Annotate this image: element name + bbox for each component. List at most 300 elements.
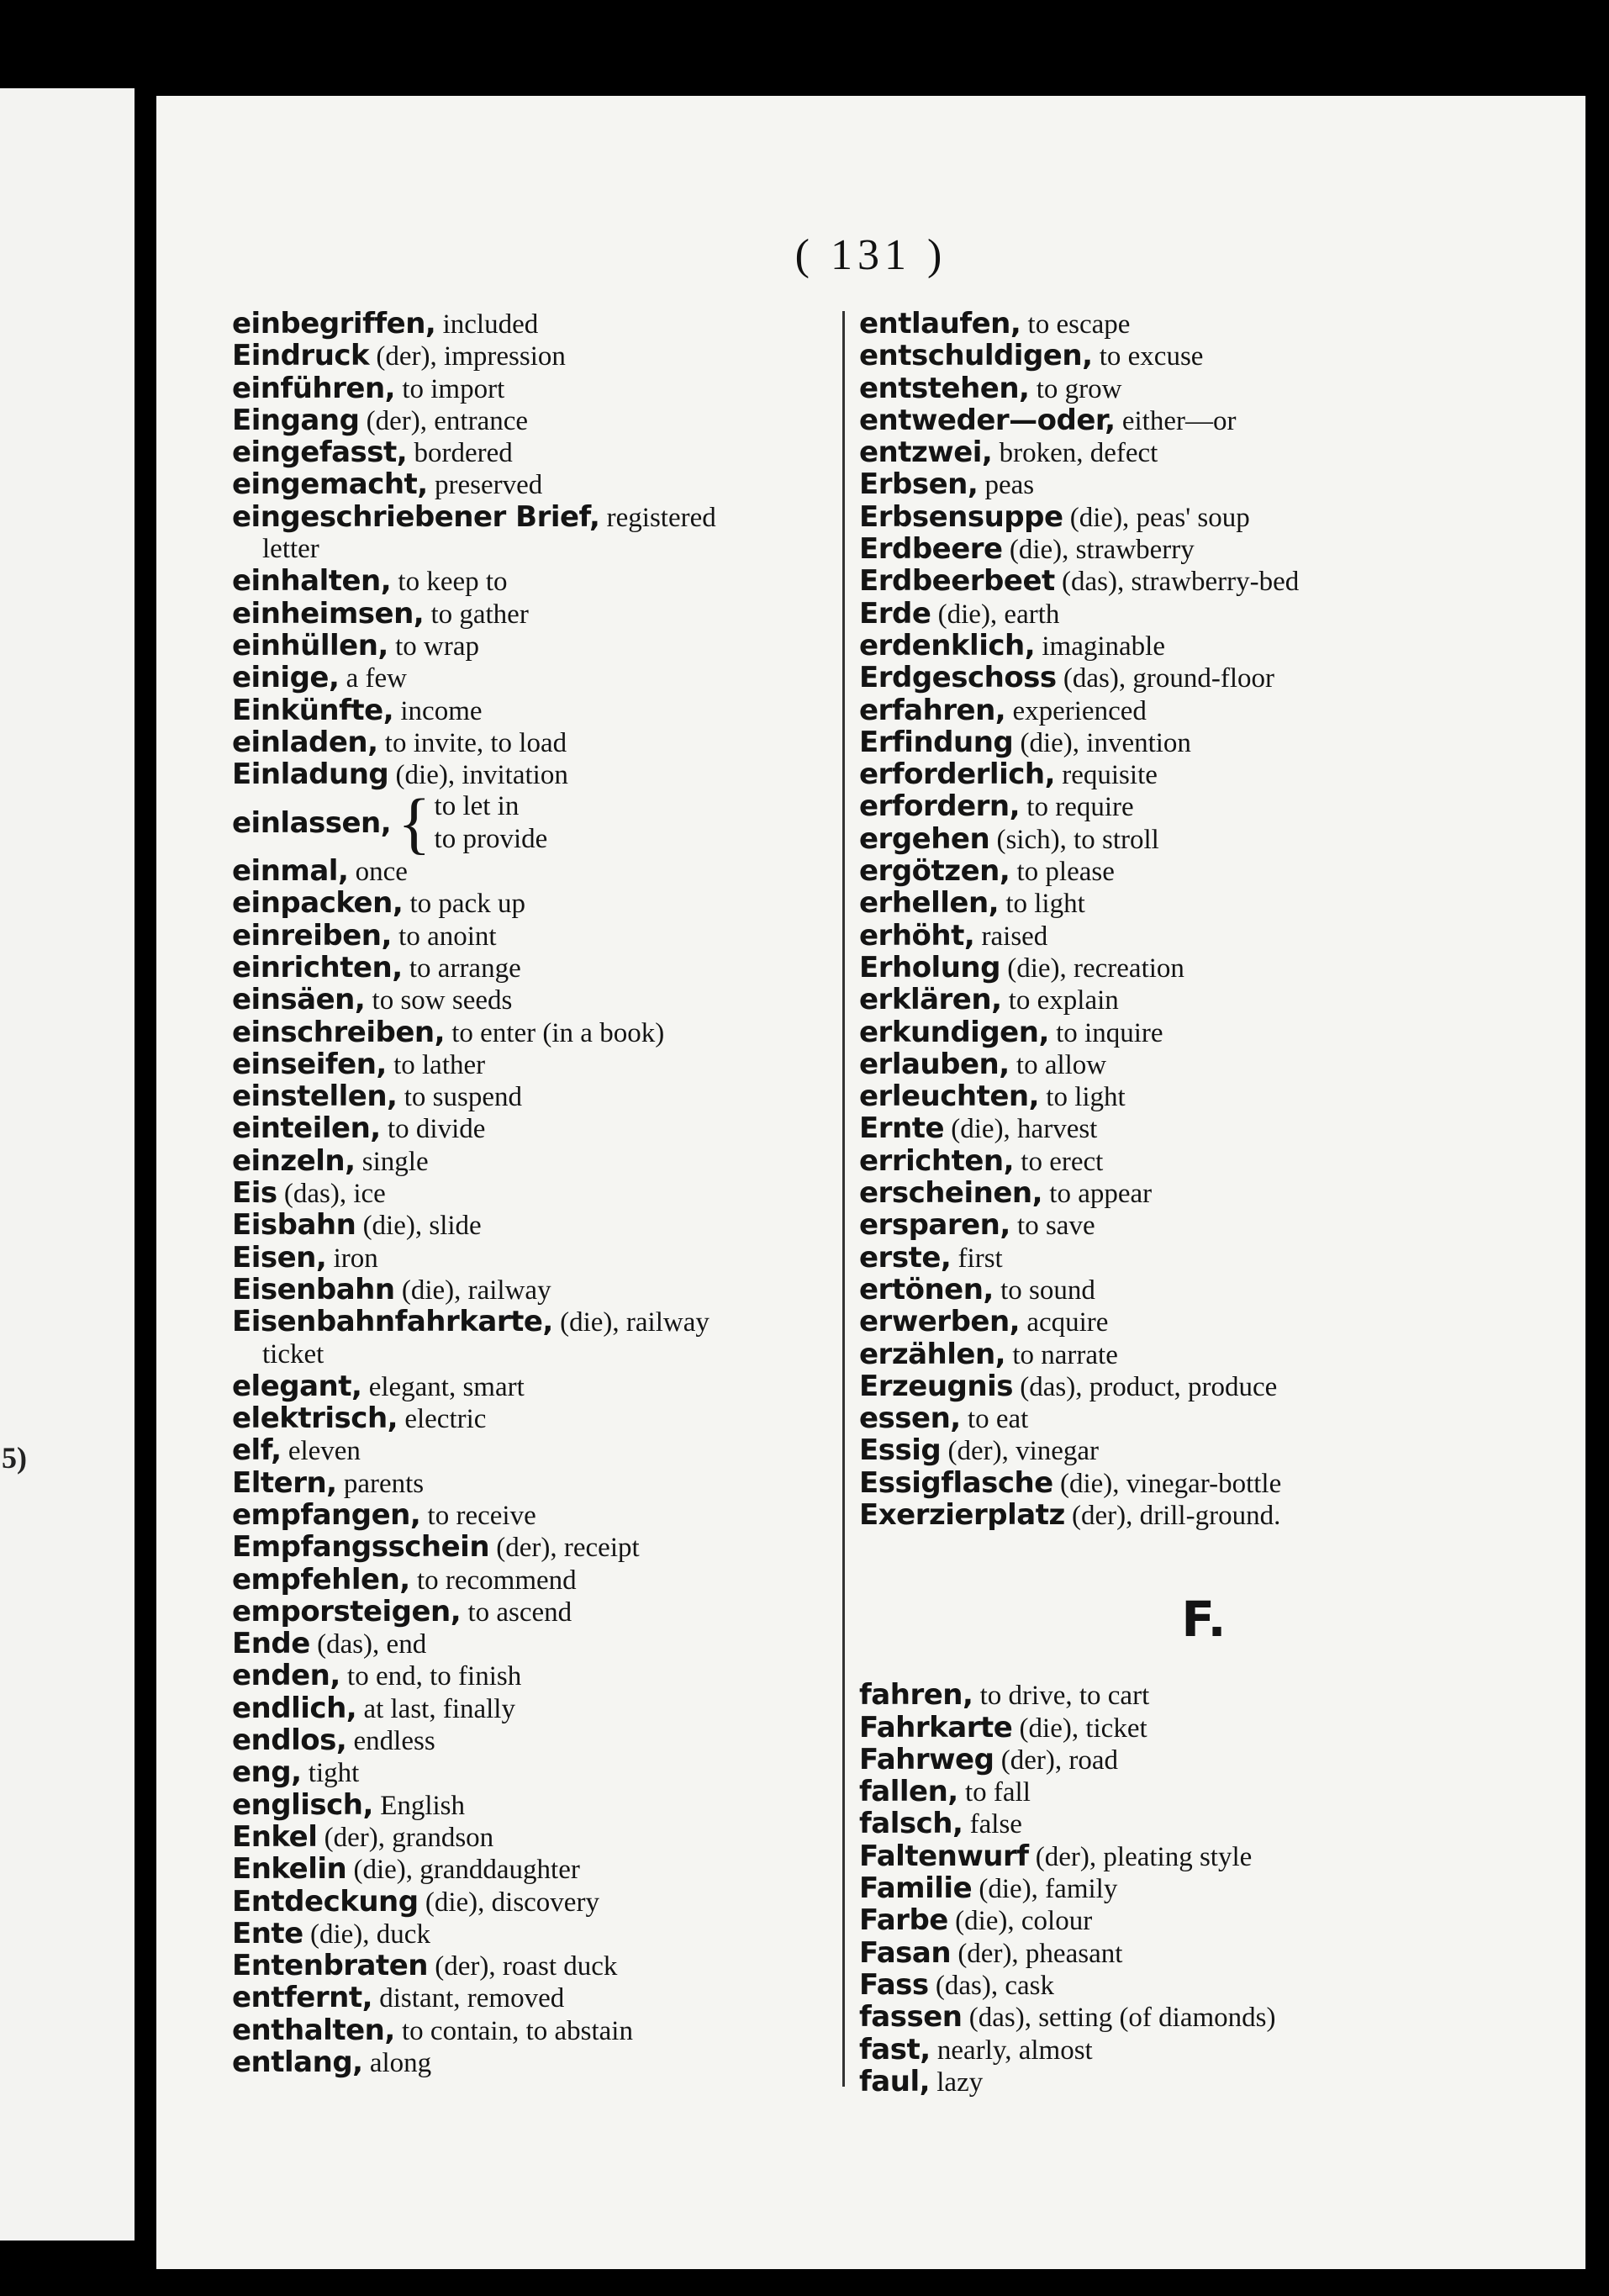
dictionary-entry <box>859 372 1582 404</box>
dictionary-entry <box>859 1969 1582 2001</box>
entry-gloss: (das), setting (of diamonds) <box>968 2003 1276 2034</box>
entry-headword: Eindruck <box>232 339 370 373</box>
entry-headword: erscheinen, <box>859 1176 1043 1211</box>
dictionary-entry <box>232 1950 955 1982</box>
dictionary-entry <box>859 694 1582 726</box>
entry-headword: Eisenbahn <box>232 1272 395 1306</box>
brace-glyph: { <box>398 784 431 861</box>
dictionary-entry <box>232 1434 955 1466</box>
entry-gloss: imaginable <box>1042 631 1165 662</box>
entry-gloss: endless <box>353 1726 435 1757</box>
entry-gloss: to light <box>1046 1082 1126 1113</box>
entry-gloss: to drive, to cart <box>979 1681 1150 1712</box>
entry-headword: Entdeckung <box>232 1884 419 1919</box>
entry-headword: Erfindung <box>859 725 1014 759</box>
adjacent-page-text-fragment: 5) <box>2 1441 27 1475</box>
entry-headword: ersparen, <box>859 1208 1010 1243</box>
entry-headword: Fahrkarte <box>859 1710 1013 1744</box>
dictionary-entry <box>859 1712 1582 1744</box>
dictionary-entry <box>859 823 1582 855</box>
entry-headword: Eisenbahnfahrkarte, <box>232 1305 553 1339</box>
entry-headword: erfahren, <box>859 693 1006 727</box>
entry-gloss: (das), end <box>317 1629 427 1660</box>
entry-headword: eingeschriebener Brief, <box>232 499 600 534</box>
entry-headword: ergötzen, <box>859 854 1010 889</box>
entry-gloss: (die), colour <box>955 1906 1093 1937</box>
entry-headword: erhöht, <box>859 918 975 953</box>
dictionary-entry <box>232 1145 955 1177</box>
entry-headword: Eisbahn <box>232 1208 356 1243</box>
dictionary-entry <box>232 662 955 694</box>
dictionary-entry <box>859 1402 1582 1434</box>
entry-gloss: (das), product, produce <box>1020 1371 1278 1402</box>
entry-gloss: to allow <box>1016 1049 1107 1080</box>
entry-gloss: to contain, to abstain <box>402 2015 633 2046</box>
dictionary-entry-braced <box>232 784 955 861</box>
entry-gloss: at last, finally <box>363 1693 515 1724</box>
entry-gloss: to lather <box>393 1049 486 1080</box>
dictionary-entry <box>232 984 955 1016</box>
dictionary-entry <box>859 1679 1582 1711</box>
entry-headword: Enkelin <box>232 1852 347 1887</box>
dictionary-entry <box>859 1112 1582 1144</box>
entry-gloss: (die), recreation <box>1007 953 1184 984</box>
dictionary-entry <box>859 565 1582 597</box>
dictionary-entry <box>859 1467 1582 1499</box>
dictionary-entry <box>232 1209 955 1241</box>
entry-gloss: to erect <box>1021 1146 1104 1177</box>
entry-gloss: (der), pheasant <box>957 1938 1123 1969</box>
entry-gloss: to please <box>1016 857 1115 888</box>
dictionary-entry <box>232 598 955 630</box>
entry-gloss: (die), slide <box>362 1211 482 1242</box>
entry-gloss: either—or <box>1121 405 1237 436</box>
entry-headword: entfernt, <box>232 1981 373 2015</box>
dictionary-entry <box>232 1853 955 1885</box>
dictionary-entry <box>859 1274 1582 1306</box>
dictionary-entry <box>232 1724 955 1756</box>
dictionary-entry <box>859 952 1582 984</box>
entry-headword: eingemacht, <box>232 467 428 502</box>
dictionary-entry <box>859 340 1582 372</box>
entry-headword: ertönen, <box>859 1272 994 1306</box>
dictionary-entry <box>232 855 955 887</box>
dictionary-entry <box>859 1872 1582 1904</box>
dictionary-entry <box>859 1242 1582 1274</box>
dictionary-entry <box>859 436 1582 468</box>
entry-headword: Erde <box>859 596 931 631</box>
entry-gloss: along <box>369 2048 432 2079</box>
dictionary-entry <box>859 468 1582 500</box>
entry-gloss: lazy <box>936 2066 984 2098</box>
entry-gloss: to end, to finish <box>347 1661 522 1692</box>
entry-headword: einpacken, <box>232 886 404 921</box>
dictionary-entry <box>232 308 955 340</box>
entry-headword: elektrisch, <box>232 1401 398 1436</box>
entry-headword: Essigflasche <box>859 1465 1053 1500</box>
entry-headword: entlang, <box>232 2045 363 2080</box>
dictionary-entry <box>859 1840 1582 1872</box>
entry-headword: eng, <box>232 1755 302 1790</box>
entry-headword: Empfangsschein <box>232 1530 490 1565</box>
dictionary-entry <box>859 790 1582 822</box>
dictionary-entry <box>232 468 955 500</box>
entry-headword: fassen <box>859 2000 963 2035</box>
page-number: ( 131 ) <box>794 231 947 279</box>
entry-headword: Ernte <box>859 1111 945 1146</box>
entry-gloss: (die), invention <box>1020 727 1191 758</box>
entry-gloss: to divide <box>387 1114 486 1145</box>
entry-headword: Erbsensuppe <box>859 499 1063 534</box>
entry-gloss: (die), railway <box>560 1307 710 1338</box>
entry-gloss: to keep to <box>398 567 508 598</box>
left-column <box>232 308 955 2078</box>
braced-glosses <box>435 790 548 855</box>
entry-gloss: to receive <box>427 1500 536 1531</box>
dictionary-entry <box>232 1112 955 1144</box>
dictionary-entry <box>859 404 1582 436</box>
dictionary-entry <box>232 726 955 758</box>
entry-gloss: to anoint <box>398 921 497 952</box>
entry-gloss: to suspend <box>404 1082 522 1113</box>
entry-gloss: to import <box>402 373 505 404</box>
column-divider <box>842 311 845 2087</box>
dictionary-entry <box>232 887 955 919</box>
entry-headword: Erholung <box>859 950 1000 984</box>
entry-gloss: (die), family <box>979 1874 1118 1905</box>
entry-headword: erzählen, <box>859 1337 1006 1371</box>
entry-gloss: to provide <box>434 823 548 854</box>
entry-gloss: (der), pleating style <box>1035 1841 1253 1872</box>
dictionary-entry <box>232 1628 955 1660</box>
dictionary-entry <box>232 920 955 952</box>
entry-headword: erklären, <box>859 983 1002 1017</box>
entry-gloss: to explain <box>1008 985 1119 1016</box>
entry-headword: Einkünfte, <box>232 693 394 727</box>
dictionary-entry <box>859 984 1582 1016</box>
dictionary-page <box>156 96 1585 2269</box>
entry-headword: Erzeugnis <box>859 1369 1013 1403</box>
entry-headword: Erdgeschoss <box>859 661 1057 695</box>
dictionary-entry <box>232 2014 955 2046</box>
entry-headword: einschreiben, <box>232 1015 446 1049</box>
entry-headword: Enkel <box>232 1819 318 1854</box>
dictionary-entry <box>859 2034 1582 2066</box>
entry-gloss: (das), ice <box>283 1179 386 1210</box>
entry-headword: fast, <box>859 2032 931 2066</box>
entry-headword: einladen, <box>232 725 378 759</box>
entry-gloss: to inquire <box>1056 1017 1163 1048</box>
dictionary-entry <box>232 758 955 790</box>
entry-headword: einseifen, <box>232 1047 387 1081</box>
dictionary-entry <box>859 1808 1582 1839</box>
entry-gloss: to eat <box>967 1404 1029 1435</box>
entry-gloss: preserved <box>434 470 543 501</box>
entry-headword: einhalten, <box>232 564 392 599</box>
entry-headword: Ende <box>232 1627 310 1661</box>
entry-gloss: to arrange <box>409 953 521 984</box>
entry-gloss: (die), railway <box>401 1275 551 1306</box>
entry-headword: essen, <box>859 1401 961 1436</box>
entry-headword: Fass <box>859 1967 929 2002</box>
entry-headword: einrichten, <box>232 950 403 984</box>
entry-headword: emporsteigen, <box>232 1594 462 1628</box>
dictionary-entry <box>859 1904 1582 1936</box>
entry-gloss: peas <box>984 470 1035 501</box>
entry-headword: einteilen, <box>232 1111 381 1146</box>
dictionary-entry <box>232 436 955 468</box>
entry-headword: Fasan <box>859 1935 952 1970</box>
entry-gloss: (die), ticket <box>1019 1713 1147 1744</box>
entry-headword: empfangen, <box>232 1497 421 1532</box>
entry-gloss: to fall <box>964 1777 1031 1808</box>
entry-gloss: (das), ground-floor <box>1063 663 1275 694</box>
dictionary-entry <box>232 1016 955 1048</box>
entry-headword: einstellen, <box>232 1079 398 1114</box>
entry-gloss: a few <box>346 663 408 694</box>
entry-gloss: bordered <box>414 438 513 469</box>
entry-gloss: nearly, almost <box>936 2035 1093 2066</box>
entry-gloss: single <box>361 1146 429 1177</box>
dictionary-entry <box>859 2001 1582 2033</box>
entry-headword: Erbsen, <box>859 467 979 502</box>
entry-gloss: to let in <box>434 791 520 822</box>
entry-gloss: to recommend <box>416 1565 577 1596</box>
dictionary-entry <box>859 1177 1582 1209</box>
entry-gloss: raised <box>981 921 1048 952</box>
entry-headword: faul, <box>859 2064 931 2098</box>
entry-gloss: ticket <box>262 1338 324 1370</box>
entry-gloss: experienced <box>1012 695 1147 726</box>
entry-headword: Faltenwurf <box>859 1839 1029 1873</box>
entry-headword: Eisen, <box>232 1240 327 1275</box>
entry-gloss: requisite <box>1062 760 1158 791</box>
dictionary-entry <box>232 1886 955 1918</box>
entry-gloss: tight <box>308 1758 360 1789</box>
entry-headword: Entenbraten <box>232 1949 429 1983</box>
entry-headword: empfehlen, <box>232 1562 410 1597</box>
dictionary-entry <box>232 1692 955 1724</box>
entry-headword: einführen, <box>232 371 396 405</box>
dictionary-entry <box>232 1596 955 1628</box>
entry-headword: erste, <box>859 1240 952 1275</box>
entry-headword: Einladung <box>232 757 389 792</box>
entry-headword: einheimsen, <box>232 596 425 631</box>
dictionary-entry <box>859 501 1582 533</box>
dictionary-entry <box>232 694 955 726</box>
dictionary-entry <box>859 1744 1582 1776</box>
entry-continuation <box>232 533 955 565</box>
entry-headword: einsäen, <box>232 983 366 1017</box>
entry-gloss: (die), strawberry <box>1009 535 1195 566</box>
dictionary-entry <box>232 372 955 404</box>
entry-gloss: elegant, smart <box>368 1371 525 1402</box>
entry-gloss: to sow seeds <box>372 985 513 1016</box>
dictionary-entry <box>859 1370 1582 1402</box>
entry-gloss: to escape <box>1027 309 1131 340</box>
dictionary-entry <box>859 1306 1582 1338</box>
entry-gloss: (der), roast duck <box>435 1951 618 1982</box>
entry-headword: Fahrweg <box>859 1742 994 1776</box>
entry-headword: erlauben, <box>859 1047 1010 1081</box>
entry-gloss: (die), invitation <box>395 760 568 791</box>
entry-gloss: (die), peas' soup <box>1069 502 1250 533</box>
entry-gloss: (die), granddaughter <box>353 1855 580 1886</box>
entry-headword: Ente <box>232 1916 303 1950</box>
right-column <box>859 308 1582 2098</box>
dictionary-entry <box>232 1467 955 1499</box>
dictionary-entry <box>859 887 1582 919</box>
entry-headword: Erdbeere <box>859 532 1003 567</box>
dictionary-entry <box>859 533 1582 565</box>
entry-headword: errichten, <box>859 1143 1015 1178</box>
entry-gloss: (der), drill-ground. <box>1071 1500 1281 1531</box>
dictionary-entry <box>232 630 955 662</box>
entry-gloss: first <box>957 1243 1003 1274</box>
entry-headword: entstehen, <box>859 371 1030 405</box>
entry-gloss: (die), earth <box>937 599 1060 630</box>
dictionary-entry <box>232 501 955 533</box>
dictionary-entry <box>859 1145 1582 1177</box>
dictionary-entry <box>859 1338 1582 1370</box>
dictionary-entry <box>859 598 1582 630</box>
dictionary-entry <box>232 1048 955 1080</box>
dictionary-entry <box>232 1821 955 1853</box>
dictionary-entry <box>232 1306 955 1338</box>
entry-gloss: (der), vinegar <box>947 1436 1100 1467</box>
entry-gloss: to narrate <box>1012 1339 1118 1370</box>
entry-headword: Exerzierplatz <box>859 1497 1065 1532</box>
entry-continuation <box>232 1338 955 1370</box>
entry-gloss: to light <box>1005 889 1085 920</box>
entry-headword: erwerben, <box>859 1305 1021 1339</box>
entry-gloss: to gather <box>430 599 529 630</box>
entry-headword: elf, <box>232 1433 282 1468</box>
entry-headword: Eltern, <box>232 1465 337 1500</box>
entry-gloss: (der), impression <box>376 341 566 372</box>
entry-headword: Eingang <box>232 403 360 437</box>
entry-gloss: (die), discovery <box>425 1887 599 1918</box>
entry-gloss: to wrap <box>395 631 479 662</box>
entry-headword: elegant, <box>232 1369 362 1403</box>
entry-gloss: to appear <box>1049 1179 1153 1210</box>
entry-gloss: letter <box>262 534 319 565</box>
dictionary-entry <box>232 1080 955 1112</box>
entry-gloss: (die), duck <box>310 1919 430 1950</box>
entry-gloss: acquire <box>1026 1307 1109 1338</box>
dictionary-entry <box>232 1982 955 2014</box>
entry-headword: erhellen, <box>859 886 1000 921</box>
entry-headword: entschuldigen, <box>859 339 1093 373</box>
entry-headword: enthalten, <box>232 2013 395 2047</box>
dictionary-entry <box>232 1242 955 1274</box>
entry-headword: erdenklich, <box>859 628 1036 662</box>
dictionary-entry <box>232 1531 955 1563</box>
entry-gloss: to require <box>1026 792 1134 823</box>
dictionary-entry <box>859 662 1582 694</box>
entry-gloss: (der), road <box>1000 1744 1118 1776</box>
dictionary-entry <box>232 1660 955 1692</box>
entry-gloss: included <box>442 309 539 340</box>
entry-gloss: (der), grandson <box>324 1822 494 1853</box>
dictionary-entry <box>859 1434 1582 1466</box>
entry-gloss: (das), cask <box>935 1970 1055 2001</box>
dictionary-entry <box>859 308 1582 340</box>
dictionary-entry <box>859 2066 1582 2098</box>
entry-headword: entzwei, <box>859 435 993 470</box>
dictionary-entry <box>859 758 1582 790</box>
entry-gloss: to invite, to load <box>384 727 567 758</box>
entry-gloss: to save <box>1017 1211 1095 1242</box>
dictionary-entry <box>859 1048 1582 1080</box>
entry-headword: erforderlich, <box>859 757 1055 792</box>
dictionary-entry <box>859 855 1582 887</box>
entry-headword: falsch, <box>859 1807 963 1841</box>
entry-gloss: to pack up <box>409 889 525 920</box>
entry-headword: eingefasst, <box>232 435 408 470</box>
entry-gloss: false <box>969 1809 1022 1840</box>
entry-gloss: broken, defect <box>999 438 1158 469</box>
dictionary-entry <box>232 1274 955 1306</box>
dictionary-entry <box>232 1564 955 1596</box>
dictionary-entry <box>859 920 1582 952</box>
adjacent-page-edge <box>0 88 135 2241</box>
dictionary-entry <box>859 1937 1582 1969</box>
entry-headword: einzeln, <box>232 1143 356 1178</box>
dictionary-entry <box>859 1209 1582 1241</box>
entry-gloss: registered <box>606 502 716 533</box>
dictionary-entry <box>232 1177 955 1209</box>
dictionary-entry <box>232 1918 955 1950</box>
entry-headword: erleuchten, <box>859 1079 1040 1114</box>
entry-headword: erfordern, <box>859 789 1021 824</box>
entry-gloss: (das), strawberry-bed <box>1062 567 1300 598</box>
entry-gloss: (die), vinegar-bottle <box>1060 1468 1282 1499</box>
entry-gloss: income <box>400 695 483 726</box>
dictionary-entry <box>859 1016 1582 1048</box>
dictionary-entry <box>232 1370 955 1402</box>
entry-gloss: (die), harvest <box>951 1114 1098 1145</box>
entry-headword: endlos, <box>232 1723 347 1758</box>
entry-gloss: English <box>380 1790 466 1821</box>
dictionary-entry <box>232 565 955 597</box>
dictionary-entry <box>232 1499 955 1531</box>
entry-gloss: to excuse <box>1099 341 1204 372</box>
entry-headword: Eis <box>232 1176 277 1211</box>
entry-headword: einmal, <box>232 854 349 889</box>
dictionary-entry <box>232 404 955 436</box>
entry-gloss: eleven <box>288 1436 361 1467</box>
entry-headword: Farbe <box>859 1903 948 1938</box>
dictionary-entry <box>232 2046 955 2078</box>
entry-gloss: iron <box>333 1243 378 1274</box>
entry-headword: Familie <box>859 1871 973 1906</box>
entry-headword: fahren, <box>859 1678 973 1713</box>
entry-headword: englisch, <box>232 1787 373 1822</box>
entry-headword: entlaufen, <box>859 307 1021 340</box>
entry-headword: einreiben, <box>232 918 392 953</box>
dictionary-entry <box>232 952 955 984</box>
entry-gloss: electric <box>404 1404 487 1435</box>
dictionary-entry <box>859 630 1582 662</box>
dictionary-entry <box>859 1776 1582 1808</box>
entry-gloss: parents <box>343 1468 425 1499</box>
entry-gloss: to enter (in a book) <box>451 1017 665 1048</box>
entry-gloss: (der), receipt <box>496 1533 640 1564</box>
dictionary-entry <box>859 726 1582 758</box>
entry-gloss: to ascend <box>467 1597 572 1628</box>
entry-headword: fallen, <box>859 1775 958 1809</box>
